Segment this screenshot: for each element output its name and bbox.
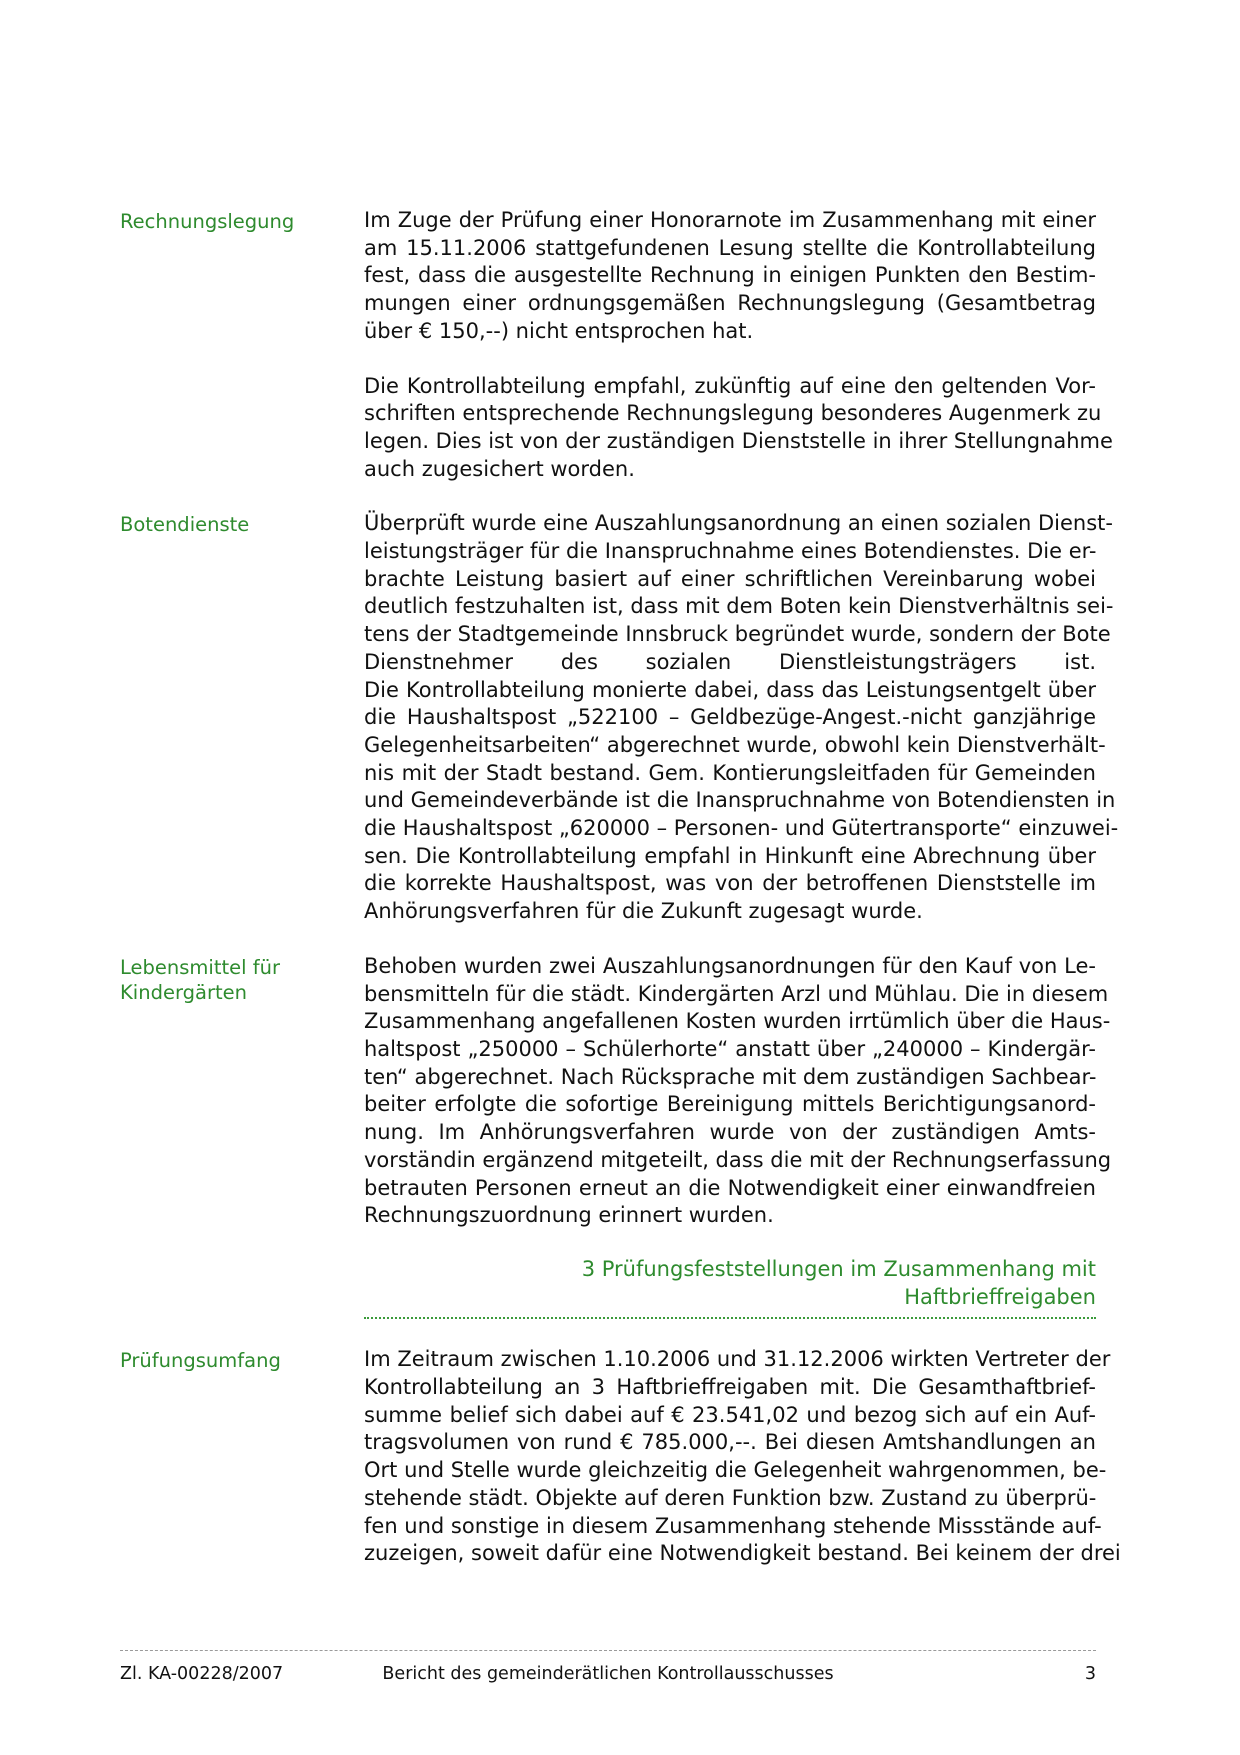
text-line: leistungsträger für die Inanspruchnahme eines Botendienstes. Die er- bbox=[364, 539, 1097, 564]
text-line: über € 150,--) nicht entsprochen hat. bbox=[364, 318, 754, 343]
text-line: die korrekte Haushaltspost, was von der betroffenen Dienststelle im bbox=[364, 871, 1096, 896]
section-body bbox=[364, 1346, 1121, 1595]
text-line: brachte Leistung basiert auf einer schriftlichen Vereinbarung wobei bbox=[364, 566, 1096, 591]
text-line: die Haushaltspost „522100 – Geldbezüge-Angest.-nicht ganzjährige bbox=[364, 705, 1096, 730]
paragraph bbox=[364, 373, 1113, 484]
margin-label-line: Botendienste bbox=[120, 513, 250, 537]
section-rechnungslegung bbox=[120, 207, 1113, 510]
text-line: legen. Dies ist von der zuständigen Dienststelle in ihrer Stellungnahme bbox=[364, 428, 1113, 453]
text-line: zuzeigen, soweit dafür eine Notwendigkeit bestand. Bei keinem der drei bbox=[364, 1541, 1121, 1566]
footer-reference: Zl. KA-00228/2007 bbox=[120, 1664, 284, 1684]
text-line: nis mit der Stadt bestand. Gem. Kontierungsleitfaden für Gemeinden bbox=[364, 760, 1096, 785]
text-line: Die Kontrollabteilung empfahl, zukünftig auf eine den geltenden Vor- bbox=[364, 373, 1096, 398]
margin-label bbox=[120, 207, 364, 234]
chapter-heading-body bbox=[364, 1257, 1096, 1346]
text-line: sen. Die Kontrollabteilung empfahl in Hinkunft eine Abrechnung über bbox=[364, 843, 1096, 868]
text-line: fest, dass die ausgestellte Rechnung in einigen Punkten den Bestim- bbox=[364, 263, 1096, 288]
heading-line: Haftbrieffreigaben bbox=[904, 1284, 1096, 1309]
text-line: Im Zeitraum zwischen 1.10.2006 und 31.12.2006 wirkten Vertreter der bbox=[364, 1347, 1111, 1372]
margin-label bbox=[120, 1346, 364, 1373]
text-line: nung. Im Anhörungsverfahren wurde von der zuständigen Amts- bbox=[364, 1120, 1096, 1145]
margin-spacer bbox=[120, 1257, 364, 1259]
margin-label-line: Lebensmittel für bbox=[120, 955, 280, 979]
text-line: Ort und Stelle wurde gleichzeitig die Gelegenheit wahrgenommen, be- bbox=[364, 1458, 1107, 1483]
page-number: 3 bbox=[1084, 1664, 1096, 1684]
section-body bbox=[364, 510, 1119, 953]
text-line: beiter erfolgte die sofortige Bereinigung mittels Berichtigungsanord- bbox=[364, 1092, 1096, 1117]
text-line: deutlich festzuhalten ist, dass mit dem Boten kein Dienstverhältnis sei- bbox=[364, 594, 1114, 619]
text-line: Rechnungszuordnung erinnert wurden. bbox=[364, 1203, 774, 1228]
text-line: fen und sonstige in diesem Zusammenhang stehende Missstände auf- bbox=[364, 1513, 1102, 1538]
section-body bbox=[364, 207, 1113, 510]
text-line: summe belief sich dabei auf € 23.541,02 und bezog sich auf ein Auf- bbox=[364, 1402, 1096, 1427]
text-line: Behoben wurden zwei Auszahlungsanordnungen für den Kauf von Le- bbox=[364, 953, 1096, 978]
text-line: schriften entsprechende Rechnungslegung besonderes Augenmerk zu bbox=[364, 401, 1102, 426]
section-lebensmittel bbox=[120, 953, 1112, 1257]
text-line: Die Kontrollabteilung monierte dabei, dass das Leistungsentgelt über bbox=[364, 677, 1096, 702]
margin-label-line: Kindergärten bbox=[120, 980, 247, 1004]
text-line: auch zugesichert worden. bbox=[364, 456, 635, 481]
text-line: am 15.11.2006 stattgefundenen Lesung stellte die Kontrollabteilung bbox=[364, 235, 1096, 260]
text-line: Zusammenhang angefallenen Kosten wurden irrtümlich über die Haus- bbox=[364, 1009, 1111, 1034]
margin-label-line: Rechnungslegung bbox=[120, 210, 295, 233]
text-line: haltspost „250000 – Schülerhorte“ anstatt über „240000 – Kindergär- bbox=[364, 1036, 1096, 1061]
margin-label bbox=[120, 510, 364, 537]
text-line: betrauten Personen erneut an die Notwendigkeit einer einwandfreien bbox=[364, 1175, 1096, 1200]
page-content bbox=[120, 207, 1121, 1595]
text-line: ten“ abgerechnet. Nach Rücksprache mit dem zuständigen Sachbear- bbox=[364, 1064, 1097, 1089]
text-line: bensmitteln für die städt. Kindergärten Arzl und Mühlau. Die in diesem bbox=[364, 981, 1109, 1006]
paragraph bbox=[364, 510, 1119, 926]
chapter-heading bbox=[364, 1256, 1096, 1319]
footer-title: Bericht des gemeinderätlichen Kontrollausschusses bbox=[382, 1664, 834, 1684]
heading-line: 3 Prüfungsfeststellungen im Zusammenhang mit bbox=[581, 1256, 1096, 1281]
paragraph bbox=[364, 1346, 1121, 1568]
chapter-heading-row bbox=[120, 1257, 1096, 1346]
text-line: Gelegenheitsarbeiten“ abgerechnet wurde, obwohl kein Dienstverhält- bbox=[364, 732, 1106, 757]
section-body bbox=[364, 953, 1112, 1257]
text-line: Anhörungsverfahren für die Zukunft zugesagt wurde. bbox=[364, 899, 923, 924]
footer-divider bbox=[120, 1650, 1096, 1651]
text-line: Überprüft wurde eine Auszahlungsanordnung an einen sozialen Dienst- bbox=[364, 511, 1113, 536]
text-line: tragsvolumen von rund € 785.000,--. Bei diesen Amtshandlungen an bbox=[364, 1430, 1096, 1455]
text-line: und Gemeindeverbände ist die Inanspruchnahme von Botendiensten in bbox=[364, 788, 1116, 813]
text-line: mungen einer ordnungsgemäßen Rechnungslegung (Gesamtbetrag bbox=[364, 291, 1096, 316]
text-line: Dienstnehmer des sozialen Dienstleistungsträgers ist. bbox=[364, 649, 1096, 674]
text-line: die Haushaltspost „620000 – Personen- und Gütertransporte“ einzuwei- bbox=[364, 816, 1119, 841]
text-line: Kontrollabteilung an 3 Haftbrieffreigaben mit. Die Gesamthaftbrief- bbox=[364, 1375, 1096, 1400]
margin-label bbox=[120, 953, 364, 1005]
paragraph bbox=[364, 953, 1112, 1230]
section-pruefungsumfang bbox=[120, 1346, 1121, 1595]
margin-label-line: Prüfungsumfang bbox=[120, 1349, 281, 1373]
text-line: Im Zuge der Prüfung einer Honorarnote im Zusammenhang mit einer bbox=[364, 208, 1096, 232]
text-line: vorständin ergänzend mitgeteilt, dass die mit der Rechnungserfassung bbox=[364, 1147, 1112, 1172]
text-line: stehende städt. Objekte auf deren Funktion bzw. Zustand zu überprü- bbox=[364, 1485, 1097, 1510]
section-botendienste bbox=[120, 510, 1119, 953]
paragraph bbox=[364, 207, 1096, 346]
text-line: tens der Stadtgemeinde Innsbruck begründet wurde, sondern der Bote bbox=[364, 622, 1111, 647]
